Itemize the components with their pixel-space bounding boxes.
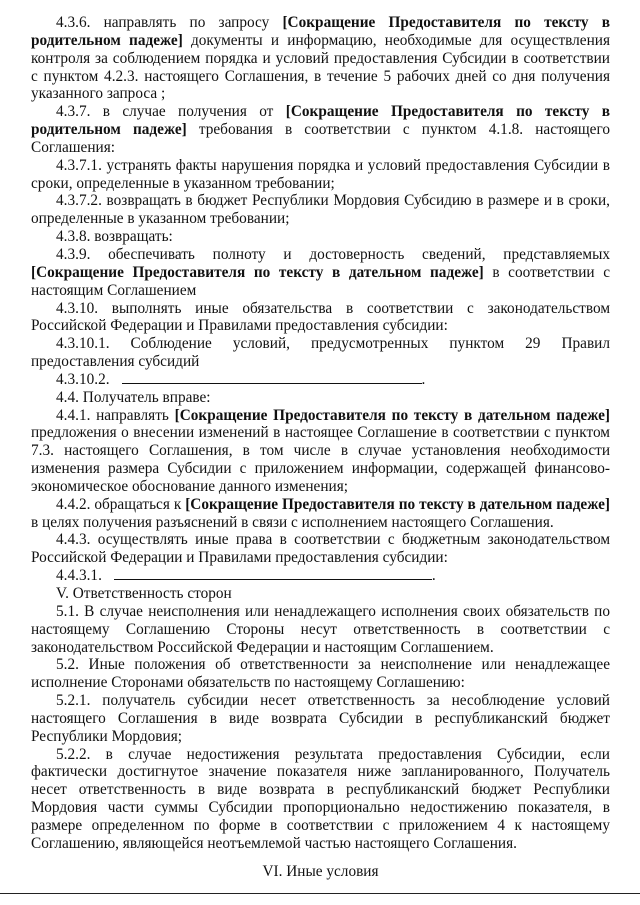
item-end-mark: . bbox=[421, 370, 426, 388]
blank-fill-line bbox=[114, 567, 432, 580]
paragraph-4-3-9 bbox=[31, 246, 610, 300]
placeholder-text: [Сокращение Предоставителя по тексту в родительном падеже] bbox=[31, 103, 610, 139]
paragraph-4-3-7 bbox=[31, 103, 610, 157]
paragraph-text: 4.4.2. обращаться к bbox=[56, 495, 186, 513]
placeholder-text: [Сокращение Предоставителя по тексту в дательном падеже] bbox=[31, 263, 484, 281]
item-number: 4.4.3.1. bbox=[56, 567, 102, 585]
document-page bbox=[31, 14, 610, 881]
paragraph-4-4-1 bbox=[31, 407, 610, 496]
paragraph-text: 4.4.1. направлять bbox=[56, 406, 175, 424]
paragraph-text: 4.3.6. направлять по запросу bbox=[56, 14, 283, 31]
item-number: 4.3.10.2. bbox=[56, 370, 110, 388]
paragraph-5-1: 5.1. В случае неисполнения или ненадлежащего исполнения своих обязательств по настоящему Соглашению Стороны несут ответственность в соответствии с законодательством Российской Федерации и настоящим Соглашением. bbox=[31, 602, 610, 656]
blank-fill-line bbox=[122, 371, 422, 384]
paragraph-5-2-2: 5.2.2. в случае недостижения результата предоставления Субсидии, если фактически достигнутое значение показателя ниже запланированного, Получатель несет ответственность в виде возврата в республиканский бюджет Республики Мордовия части суммы Субсидии пропорционально недостижению показателя, в размере определенном по форме в соответствии с приложением 4 к настоящему Соглашению, являющейся неотъемлемой частью настоящего Соглашения. bbox=[31, 745, 610, 852]
paragraph-4-3-10-1: 4.3.10.1. Соблюдение условий, предусмотренных пунктом 29 Правил предоставления субсидий bbox=[31, 335, 610, 371]
paragraph-4-3-8: 4.3.8. возвращать: bbox=[56, 228, 173, 246]
placeholder-text: [Сокращение Предоставителя по тексту в родительном падеже] bbox=[31, 14, 611, 49]
paragraph-4-3-10: 4.3.10. выполнять иные обязательства в соответствии с законодательством Российской Федерации и Правилами предоставления субсидии: bbox=[31, 299, 610, 335]
paragraph-4-3-7-2: 4.3.7.2. возвращать в бюджет Республики Мордовия Субсидию в размере и в сроки, определенные в указанном требовании; bbox=[31, 192, 610, 228]
item-end-mark: . bbox=[431, 567, 436, 585]
section-heading-other-conditions: VI. Иные условия bbox=[262, 862, 379, 880]
paragraph-4-4-2 bbox=[31, 496, 610, 532]
paragraph-text: в целях получения разъяснений в связи с исполнением настоящего Соглашения. bbox=[31, 513, 554, 531]
paragraph-4-3-10-2 bbox=[31, 371, 610, 389]
section-heading-responsibility: V. Ответственность сторон bbox=[56, 585, 232, 602]
paragraph-text: 4.3.7. в случае получения от bbox=[56, 103, 286, 121]
placeholder-text: [Сокращение Предоставителя по тексту в дательном падеже] bbox=[185, 495, 610, 513]
page-bottom-rule bbox=[0, 893, 640, 894]
paragraph-4-3-7-1: 4.3.7.1. устранять факты нарушения порядка и условий предоставления Субсидии в сроки, определенные в указанном требовании; bbox=[31, 156, 610, 192]
paragraph-text: 4.3.9. обеспечивать полноту и достоверность сведений, представляемых bbox=[56, 245, 610, 263]
paragraph-4-4-3: 4.4.3. осуществлять иные права в соответствии с бюджетным законодательством Российской Федерации и Правилами предоставления субсидии: bbox=[31, 531, 610, 567]
paragraph-4-3-6 bbox=[31, 14, 610, 103]
paragraph-5-2-1: 5.2.1. получатель субсидии несет ответственность за несоблюдение условий настоящего Соглашения в виде возврата Субсидии в республиканский бюджет Республики Мордовия; bbox=[31, 692, 610, 745]
paragraph-4-4-3-1 bbox=[31, 567, 610, 585]
paragraph-text: требования в соответствии с пунктом 4.1.8. настоящего Соглашения: bbox=[31, 121, 610, 156]
paragraph-4-4: 4.4. Получатель вправе: bbox=[56, 388, 211, 406]
placeholder-text: [Сокращение Предоставителя по тексту в дательном падеже] bbox=[174, 406, 610, 424]
paragraph-text: в соответствии с настоящим Соглашением bbox=[31, 263, 611, 299]
paragraph-5-2: 5.2. Иные положения об ответственности за неисполнение или ненадлежащее исполнение Сторонами обязательств по настоящему Соглашению: bbox=[31, 656, 610, 692]
paragraph-text: предложения о внесении изменений в настоящее Соглашение в соответствии с пунктом 7.3. настоящего Соглашения, в том числе в случае установления необходимости изменения размера Субсидии с приложением информации, содержащей финансово-экономическое обоснование данного изменения; bbox=[31, 424, 610, 495]
paragraph-text: документы и информацию, необходимые для осуществления контроля за соблюдением порядка и условий предоставления Субсидии в соответствии с пунктом 4.2.3. настоящего Соглашения, в течение 5 рабочих дней со дня получения указанного запроса ; bbox=[31, 31, 610, 103]
